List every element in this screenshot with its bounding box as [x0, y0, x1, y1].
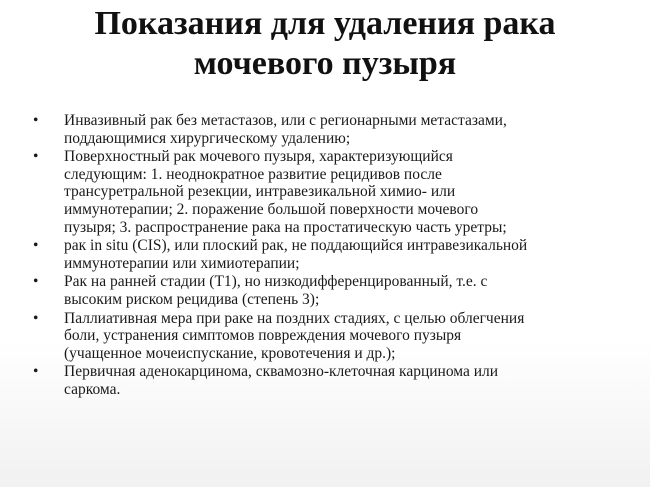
bullet-item [30, 273, 620, 308]
bullet-icon: • [33, 363, 39, 381]
bullet-text: рак in situ (CIS), или плоский рак, не поддающийся интравезикальной иммунотерапии или химиотерапии; [64, 237, 528, 272]
bullet-icon: • [33, 237, 39, 255]
slide-title [20, 4, 630, 84]
bullet-icon: • [33, 309, 39, 327]
slide-title-text: Показания для удаления рака мочевого пузыря [94, 5, 556, 82]
bullet-text: Поверхностный рак мочевого пузыря, характеризующийся следующим: 1. неоднократное развитие рецидивов после трансуретральной резекции, интравезикальной химио- или иммунотерапии; 2. поражение большой поверхности мочевого пузыря; 3. распространение рака на простатическую часть уретры; [64, 148, 507, 236]
bullet-icon: • [33, 273, 39, 291]
bullet-item [30, 237, 620, 272]
bullet-text: Инвазивный рак без метастазов, или с регионарными метастазами, поддающимися хирургическому удалению; [64, 112, 507, 147]
bullet-list [30, 112, 620, 399]
bullet-item [30, 148, 620, 236]
bullet-icon: • [33, 148, 39, 166]
bullet-text: Первичная аденокарцинома, сквамозно-клеточная карцинома или саркома. [64, 363, 499, 398]
bullet-item [30, 310, 620, 363]
bullet-text: Рак на ранней стадии (T1), но низкодифференцированный, т.е. с высоким риском рецидива (степень 3); [64, 273, 488, 308]
bullet-icon: • [33, 112, 39, 129]
bullet-item [30, 112, 620, 147]
bullet-text: Паллиативная мера при раке на поздних стадиях, с целью облегчения боли, устранения симптомов повреждения мочевого пузыря (учащенное мочеиспускание, кровотечения и др.); [64, 309, 525, 362]
bullet-item [30, 363, 620, 398]
